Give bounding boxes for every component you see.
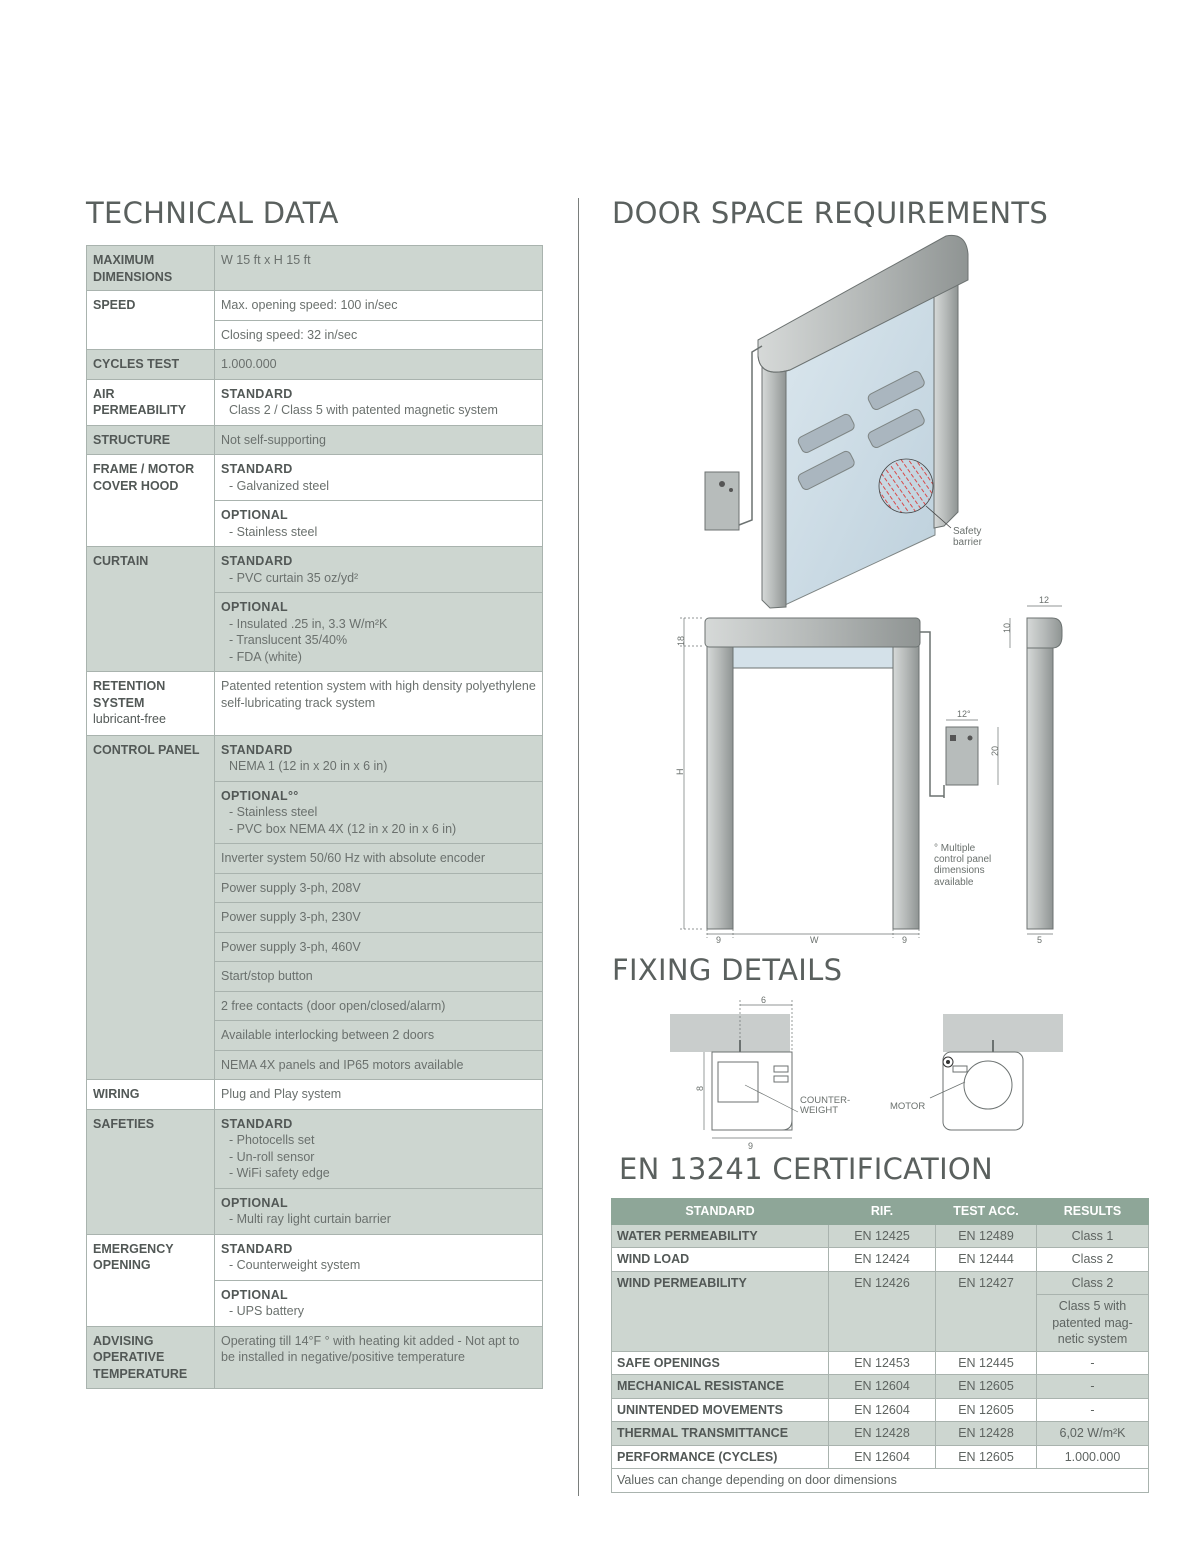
technical-data-table — [86, 245, 543, 1389]
control-row: NEMA 4X panels and IP65 motors available — [215, 1050, 543, 1080]
cert-cell: - — [1037, 1398, 1149, 1422]
safeties-optional-value: - Multi ray light curtain barrier — [229, 1212, 391, 1226]
cert-cell: EN 12444 — [936, 1248, 1037, 1272]
fix-dim-6: 6 — [761, 995, 767, 1005]
dim-9-left: 9 — [716, 935, 722, 945]
cert-cell: WIND PERMEABILITY — [612, 1271, 829, 1351]
cert-cell: - — [1037, 1375, 1149, 1399]
emergency-standard-label: STANDARD — [221, 1241, 293, 1256]
dim-w: W — [810, 935, 819, 945]
cert-cell: Class 2 — [1037, 1248, 1149, 1272]
cert-cell: EN 12425 — [829, 1224, 936, 1248]
cert-cell: SAFE OPENINGS — [612, 1351, 829, 1375]
val-control-optional — [215, 781, 543, 844]
control-optional-label: OPTIONAL°° — [221, 788, 299, 803]
val-air-permeability — [215, 379, 543, 425]
dim-12: 12 — [1039, 595, 1050, 605]
motor-label: MOTOR — [890, 1101, 926, 1112]
key-emergency: EMERGENCY OPENING — [87, 1234, 215, 1326]
cert-note: Values can change depending on door dimensions — [612, 1469, 1149, 1493]
wind-extra-line: Class 5 with — [1058, 1299, 1127, 1313]
dim-5: 5 — [1037, 935, 1043, 945]
control-row: 2 free contacts (door open/closed/alarm) — [215, 991, 543, 1021]
frame-optional-value: - Stainless steel — [229, 524, 318, 539]
control-optional-item: - Stainless steel — [229, 805, 318, 819]
val-safeties-standard — [215, 1109, 543, 1188]
val-frame-standard — [215, 455, 543, 501]
val-advising: Operating till 14°F ° with heating kit added - Not apt to be installed in negative/positive temperature — [215, 1326, 543, 1389]
control-row: Power supply 3-ph, 460V — [215, 932, 543, 962]
cert-header: STANDARD — [612, 1199, 829, 1225]
multiple-panel-note: available — [934, 877, 974, 888]
certification-heading: EN 13241 CERTIFICATION — [619, 1152, 994, 1186]
cert-cell: WIND LOAD — [612, 1248, 829, 1272]
curtain-optional-item: - FDA (white) — [229, 649, 302, 664]
frame-standard-label: STANDARD — [221, 462, 293, 476]
dim-h: H — [675, 768, 685, 775]
val-curtain-optional — [215, 593, 543, 672]
wind-extra-line: patented mag- — [1052, 1315, 1133, 1330]
multiple-panel-note: ° Multiple — [934, 843, 976, 854]
door-space-diagram — [590, 228, 1090, 950]
cert-cell: EN 12428 — [936, 1422, 1037, 1446]
wind-extra-line: netic system — [1057, 1332, 1128, 1346]
cert-header: RIF. — [829, 1199, 936, 1225]
key-max-dimensions: MAXIMUM DIMENSIONS — [87, 246, 215, 291]
control-row: Inverter system 50/60 Hz with absolute encoder — [215, 844, 543, 874]
curtain-standard-label: STANDARD — [221, 554, 293, 568]
val-safeties-optional — [215, 1188, 543, 1234]
cert-cell: 6,02 W/m²K — [1037, 1422, 1149, 1446]
val-emergency-optional — [215, 1280, 543, 1326]
control-row: Start/stop button — [215, 962, 543, 992]
counterweight-side — [670, 1014, 798, 1130]
cert-cell: EN 12427 — [936, 1271, 1037, 1351]
key-speed: SPEED — [87, 291, 215, 350]
frame-standard-value: - Galvanized steel — [229, 478, 330, 493]
cert-cell: EN 12428 — [829, 1422, 936, 1446]
multiple-panel-note: dimensions — [934, 865, 985, 876]
safety-barrier-label: barrier — [953, 537, 982, 548]
cert-cell: PERFORMANCE (CYCLES) — [612, 1445, 829, 1469]
val-structure: Not self-supporting — [215, 425, 543, 455]
val-cycles-test: 1.000.000 — [215, 350, 543, 380]
val-curtain-standard — [215, 547, 543, 593]
cert-header: RESULTS — [1037, 1199, 1149, 1225]
retention-key-label: RETENTION SYSTEM — [93, 679, 166, 710]
cert-cell: EN 12445 — [936, 1351, 1037, 1375]
counterweight-label: COUNTER- — [800, 1095, 851, 1106]
val-opening-speed: Max. opening speed: 100 in/sec — [215, 291, 543, 321]
key-advising: ADVISING OPERATIVE TEMPERATURE — [87, 1326, 215, 1389]
isometric-door — [705, 235, 968, 608]
cert-cell-wind-extra — [1037, 1295, 1149, 1352]
cert-cell: 1.000.000 — [1037, 1445, 1149, 1469]
safeties-standard-label: STANDARD — [221, 1116, 293, 1131]
key-cycles-test: CYCLES TEST — [87, 350, 215, 380]
val-closing-speed: Closing speed: 32 in/sec — [215, 320, 543, 350]
safeties-optional-label: OPTIONAL — [221, 1195, 288, 1210]
curtain-standard-value: - PVC curtain 35 oz/yd² — [229, 570, 359, 585]
cert-cell: EN 12424 — [829, 1248, 936, 1272]
dim-12-panel: 12° — [957, 709, 971, 719]
key-structure: STRUCTURE — [87, 425, 215, 455]
emergency-optional-label: OPTIONAL — [221, 1287, 288, 1302]
key-retention — [87, 672, 215, 736]
technical-data-heading: TECHNICAL DATA — [86, 196, 339, 230]
door-space-heading: DOOR SPACE REQUIREMENTS — [612, 196, 1049, 230]
control-row: Available interlocking between 2 doors — [215, 1021, 543, 1051]
key-frame: FRAME / MOTOR COVER HOOD — [87, 455, 215, 547]
control-row: Power supply 3-ph, 208V — [215, 873, 543, 903]
cert-cell: EN 12604 — [829, 1398, 936, 1422]
fix-dim-8: 8 — [695, 1085, 705, 1091]
fixing-details-diagram — [660, 990, 1070, 1150]
curtain-optional-item: - Insulated .25 in, 3.3 W/m²K — [229, 616, 388, 631]
frame-optional-label: OPTIONAL — [221, 508, 288, 522]
dim-20: 20 — [990, 745, 1000, 756]
cert-header: TEST ACC. — [936, 1199, 1037, 1225]
safeties-standard-item: - Photocells set — [229, 1133, 315, 1147]
column-divider — [578, 198, 579, 1496]
cert-cell: - — [1037, 1351, 1149, 1375]
key-safeties: SAFETIES — [87, 1109, 215, 1234]
cert-cell: EN 12453 — [829, 1351, 936, 1375]
fixing-details-heading: FIXING DETAILS — [612, 953, 843, 987]
multiple-panel-note: control panel — [934, 854, 992, 865]
certification-table — [611, 1198, 1149, 1493]
cert-cell: EN 12604 — [829, 1445, 936, 1469]
cert-cell: WATER PERMEABILITY — [612, 1224, 829, 1248]
key-control-panel: CONTROL PANEL — [87, 735, 215, 1080]
val-wiring: Plug and Play system — [215, 1080, 543, 1110]
safeties-standard-item: - Un-roll sensor — [229, 1149, 315, 1164]
val-emergency-standard — [215, 1234, 543, 1280]
emergency-optional-value: - UPS battery — [229, 1304, 305, 1318]
val-frame-optional — [215, 501, 543, 547]
dim-18: 18 — [676, 635, 686, 646]
val-max-dimensions: W 15 ft x H 15 ft — [215, 246, 543, 291]
emergency-standard-value: - Counterweight system — [229, 1258, 361, 1272]
val-retention: Patented retention system with high density polyethylene self-lubricating track system — [215, 672, 543, 736]
cert-cell: Class 2 — [1037, 1271, 1149, 1295]
safety-barrier-label: Safety — [953, 526, 982, 537]
air-standard-value: Class 2 / Class 5 with patented magnetic system — [229, 403, 498, 417]
control-standard-label: STANDARD — [221, 742, 293, 757]
key-wiring: WIRING — [87, 1080, 215, 1110]
motor-side — [930, 1014, 1063, 1130]
dim-10: 10 — [1002, 622, 1012, 633]
retention-sub-label: lubricant-free — [93, 712, 166, 726]
cert-cell: MECHANICAL RESISTANCE — [612, 1375, 829, 1399]
cert-cell: EN 12489 — [936, 1224, 1037, 1248]
cert-cell: EN 12605 — [936, 1375, 1037, 1399]
cert-cell: EN 12605 — [936, 1445, 1037, 1469]
side-elevation — [1027, 618, 1062, 929]
counterweight-label: WEIGHT — [800, 1105, 838, 1116]
cert-cell: EN 12605 — [936, 1398, 1037, 1422]
val-control-standard — [215, 735, 543, 781]
air-standard-label: STANDARD — [221, 386, 293, 401]
curtain-optional-item: - Translucent 35/40% — [229, 633, 348, 647]
dim-9-right: 9 — [902, 935, 908, 945]
cert-cell: EN 12604 — [829, 1375, 936, 1399]
curtain-optional-label: OPTIONAL — [221, 600, 288, 614]
control-standard-value: NEMA 1 (12 in x 20 in x 6 in) — [229, 759, 388, 773]
key-air-permeability: AIR PERMEABILITY — [87, 379, 215, 425]
control-row: Power supply 3-ph, 230V — [215, 903, 543, 933]
cert-cell: Class 1 — [1037, 1224, 1149, 1248]
key-curtain: CURTAIN — [87, 547, 215, 672]
cert-cell: UNINTENDED MOVEMENTS — [612, 1398, 829, 1422]
fix-dim-9: 9 — [748, 1141, 754, 1150]
control-optional-item: - PVC box NEMA 4X (12 in x 20 in x 6 in) — [229, 821, 457, 836]
cert-cell: EN 12426 — [829, 1271, 936, 1351]
cert-cell: THERMAL TRANSMITTANCE — [612, 1422, 829, 1446]
safeties-standard-item: - WiFi safety edge — [229, 1166, 330, 1180]
